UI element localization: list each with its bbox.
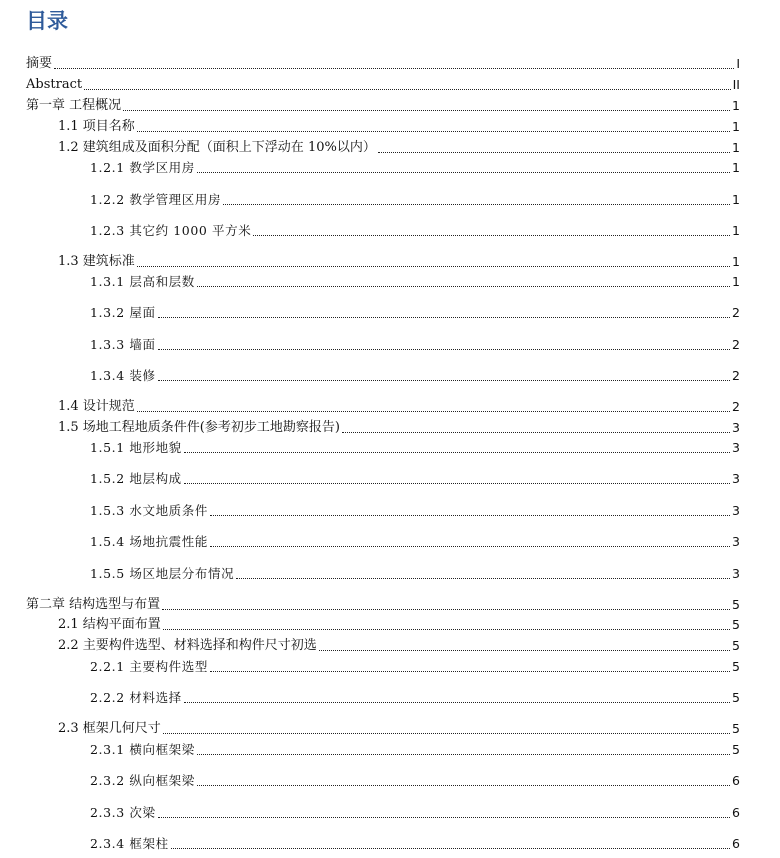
toc-entry-page: 1 bbox=[732, 160, 740, 175]
toc-entry-1-2-2[interactable] bbox=[90, 188, 740, 208]
toc-entry-page: 3 bbox=[732, 534, 740, 549]
toc-entry-text: 1.4 设计规范 bbox=[58, 399, 135, 414]
toc-entry-page: 5 bbox=[732, 659, 740, 674]
toc-entry-1-3-4[interactable] bbox=[90, 364, 740, 384]
toc-entry-page: 5 bbox=[732, 597, 740, 612]
toc-entry-text: 2.3.2 纵向框架梁 bbox=[90, 773, 195, 788]
toc-entry-1-3[interactable] bbox=[58, 250, 740, 270]
toc-entry-2-3-4[interactable] bbox=[90, 832, 740, 852]
toc-entry-page: 5 bbox=[732, 742, 740, 757]
toc-entry-page: 6 bbox=[732, 805, 740, 820]
toc-entry-text: 1.2.2 教学管理区用房 bbox=[90, 192, 222, 207]
toc-entry-page: 5 bbox=[732, 638, 740, 653]
dot-leader bbox=[253, 235, 730, 236]
toc-entry-text: 1.2 建筑组成及面积分配（面积上下浮动在 10%以内） bbox=[58, 140, 376, 155]
toc-entry-page: 3 bbox=[732, 440, 740, 455]
toc-entry-abstract-cn[interactable] bbox=[26, 52, 740, 72]
toc-entry-page: 5 bbox=[732, 721, 740, 736]
toc-entry-page: 3 bbox=[732, 420, 740, 435]
toc-entry-text: 1.2.3 其它约 1000 平方米 bbox=[90, 223, 252, 238]
toc-entry-page: 1 bbox=[732, 140, 740, 155]
toc-entry-2-1[interactable] bbox=[58, 613, 740, 633]
toc-entry-page: 1 bbox=[732, 274, 740, 289]
dot-leader bbox=[319, 650, 730, 651]
dot-leader bbox=[197, 785, 730, 786]
toc-entry-text: 2.3 框架几何尺寸 bbox=[58, 721, 161, 736]
dot-leader bbox=[158, 317, 730, 318]
toc-entry-1-5-1[interactable] bbox=[90, 436, 740, 456]
toc-entry-page: 1 bbox=[732, 223, 740, 238]
toc-entry-text: 摘要 bbox=[26, 56, 53, 71]
toc-entry-text: 1.3.1 层高和层数 bbox=[90, 274, 195, 289]
dot-leader bbox=[84, 89, 731, 90]
toc-entry-text: 2.3.4 框架柱 bbox=[90, 836, 169, 851]
dot-leader bbox=[197, 286, 730, 287]
dot-leader bbox=[184, 702, 730, 703]
toc-entry-text: 1.5.1 地形地貌 bbox=[90, 440, 182, 455]
toc-entry-1-3-1[interactable] bbox=[90, 270, 740, 290]
toc-entry-page: 2 bbox=[732, 337, 740, 352]
toc-entry-text: 1.5.3 水文地质条件 bbox=[90, 503, 208, 518]
dot-leader bbox=[158, 349, 730, 350]
toc-entry-1-3-2[interactable] bbox=[90, 301, 740, 321]
toc-entry-1-5[interactable] bbox=[58, 416, 740, 436]
toc-entry-page: 2 bbox=[732, 399, 740, 414]
toc-entry-1-5-2[interactable] bbox=[90, 467, 740, 487]
toc-entry-2-3-3[interactable] bbox=[90, 801, 740, 821]
dot-leader bbox=[184, 483, 730, 484]
toc-entry-page: 5 bbox=[732, 617, 740, 632]
toc-entry-text: 2.3.3 次梁 bbox=[90, 805, 156, 820]
toc-entry-page: 2 bbox=[732, 368, 740, 383]
toc-entry-text: 第二章 结构选型与布置 bbox=[26, 597, 161, 612]
dot-leader bbox=[210, 515, 730, 516]
dot-leader bbox=[171, 848, 730, 849]
dot-leader bbox=[137, 131, 730, 132]
toc-entry-text: 1.3.3 墙面 bbox=[90, 337, 156, 352]
toc-entry-page: 5 bbox=[732, 690, 740, 705]
dot-leader bbox=[137, 266, 730, 267]
toc-entry-2-2[interactable] bbox=[58, 634, 740, 654]
toc-entry-text: 2.2.1 主要构件选型 bbox=[90, 659, 208, 674]
toc-entry-text: 2.3.1 横向框架梁 bbox=[90, 742, 195, 757]
toc-entry-2-3-2[interactable] bbox=[90, 769, 740, 789]
dot-leader bbox=[378, 152, 730, 153]
toc-entry-page: 1 bbox=[732, 254, 740, 269]
toc-entry-text: 1.5.2 地层构成 bbox=[90, 471, 182, 486]
dot-leader bbox=[210, 671, 730, 672]
toc-entry-page: 1 bbox=[732, 119, 740, 134]
toc-entry-1-5-4[interactable] bbox=[90, 530, 740, 550]
toc-entry-1-3-3[interactable] bbox=[90, 333, 740, 353]
toc-entry-text: 2.1 结构平面布置 bbox=[58, 617, 161, 632]
toc-entry-chapter-2[interactable] bbox=[26, 593, 740, 613]
dot-leader bbox=[123, 110, 730, 111]
toc-entry-text: 第一章 工程概况 bbox=[26, 98, 122, 113]
toc-entry-2-3[interactable] bbox=[58, 717, 740, 737]
dot-leader bbox=[163, 629, 730, 630]
dot-leader bbox=[223, 204, 730, 205]
dot-leader bbox=[163, 733, 730, 734]
toc-entry-page: 3 bbox=[732, 503, 740, 518]
toc-entry-text: 1.5.5 场区地层分布情况 bbox=[90, 566, 235, 581]
toc-entry-text: 1.3.4 装修 bbox=[90, 368, 156, 383]
dot-leader bbox=[54, 68, 734, 69]
toc-entry-text: 1.5.4 场地抗震性能 bbox=[90, 534, 208, 549]
toc-title: 目录 bbox=[26, 9, 68, 33]
dot-leader bbox=[158, 817, 730, 818]
toc-entry-text: 1.1 项目名称 bbox=[58, 119, 135, 134]
toc-entry-abstract-en[interactable] bbox=[26, 73, 740, 93]
toc-entry-page: 6 bbox=[732, 773, 740, 788]
dot-leader bbox=[137, 411, 730, 412]
toc-entry-2-2-1[interactable] bbox=[90, 655, 740, 675]
toc-entry-page: 1 bbox=[732, 192, 740, 207]
toc-entry-text: 1.5 场地工程地质条件件(参考初步工地勘察报告) bbox=[58, 420, 340, 435]
toc-entry-text: Abstract bbox=[26, 77, 83, 92]
dot-leader bbox=[342, 432, 730, 433]
toc-entry-page: 3 bbox=[732, 566, 740, 581]
toc-entry-1-2-1[interactable] bbox=[90, 156, 740, 176]
toc-entry-text: 2.2.2 材料选择 bbox=[90, 690, 182, 705]
toc-entry-text: 2.2 主要构件选型、材料选择和构件尺寸初选 bbox=[58, 638, 317, 653]
dot-leader bbox=[162, 609, 730, 610]
toc-entry-page: I bbox=[736, 56, 740, 71]
toc-entry-1-1[interactable] bbox=[58, 115, 740, 135]
toc-entry-1-2[interactable] bbox=[58, 136, 740, 156]
toc-entry-1-4[interactable] bbox=[58, 395, 740, 415]
toc-entry-page: II bbox=[732, 77, 740, 92]
toc-entry-text: 1.3 建筑标准 bbox=[58, 254, 135, 269]
toc-entry-1-5-3[interactable] bbox=[90, 499, 740, 519]
toc-entry-2-3-1[interactable] bbox=[90, 738, 740, 758]
toc-entry-1-5-5[interactable] bbox=[90, 562, 740, 582]
dot-leader bbox=[236, 578, 730, 579]
dot-leader bbox=[184, 452, 730, 453]
toc-entry-page: 2 bbox=[732, 305, 740, 320]
dot-leader bbox=[197, 172, 730, 173]
toc-entry-chapter-1[interactable] bbox=[26, 94, 740, 114]
toc-entry-page: 3 bbox=[732, 471, 740, 486]
dot-leader bbox=[197, 754, 730, 755]
dot-leader bbox=[210, 546, 730, 547]
toc-entry-text: 1.2.1 教学区用房 bbox=[90, 160, 195, 175]
toc-entry-2-2-2[interactable] bbox=[90, 686, 740, 706]
toc-entry-page: 1 bbox=[732, 98, 740, 113]
toc-entry-1-2-3[interactable] bbox=[90, 219, 740, 239]
toc-entry-text: 1.3.2 屋面 bbox=[90, 305, 156, 320]
toc-entry-page: 6 bbox=[732, 836, 740, 851]
dot-leader bbox=[158, 380, 730, 381]
